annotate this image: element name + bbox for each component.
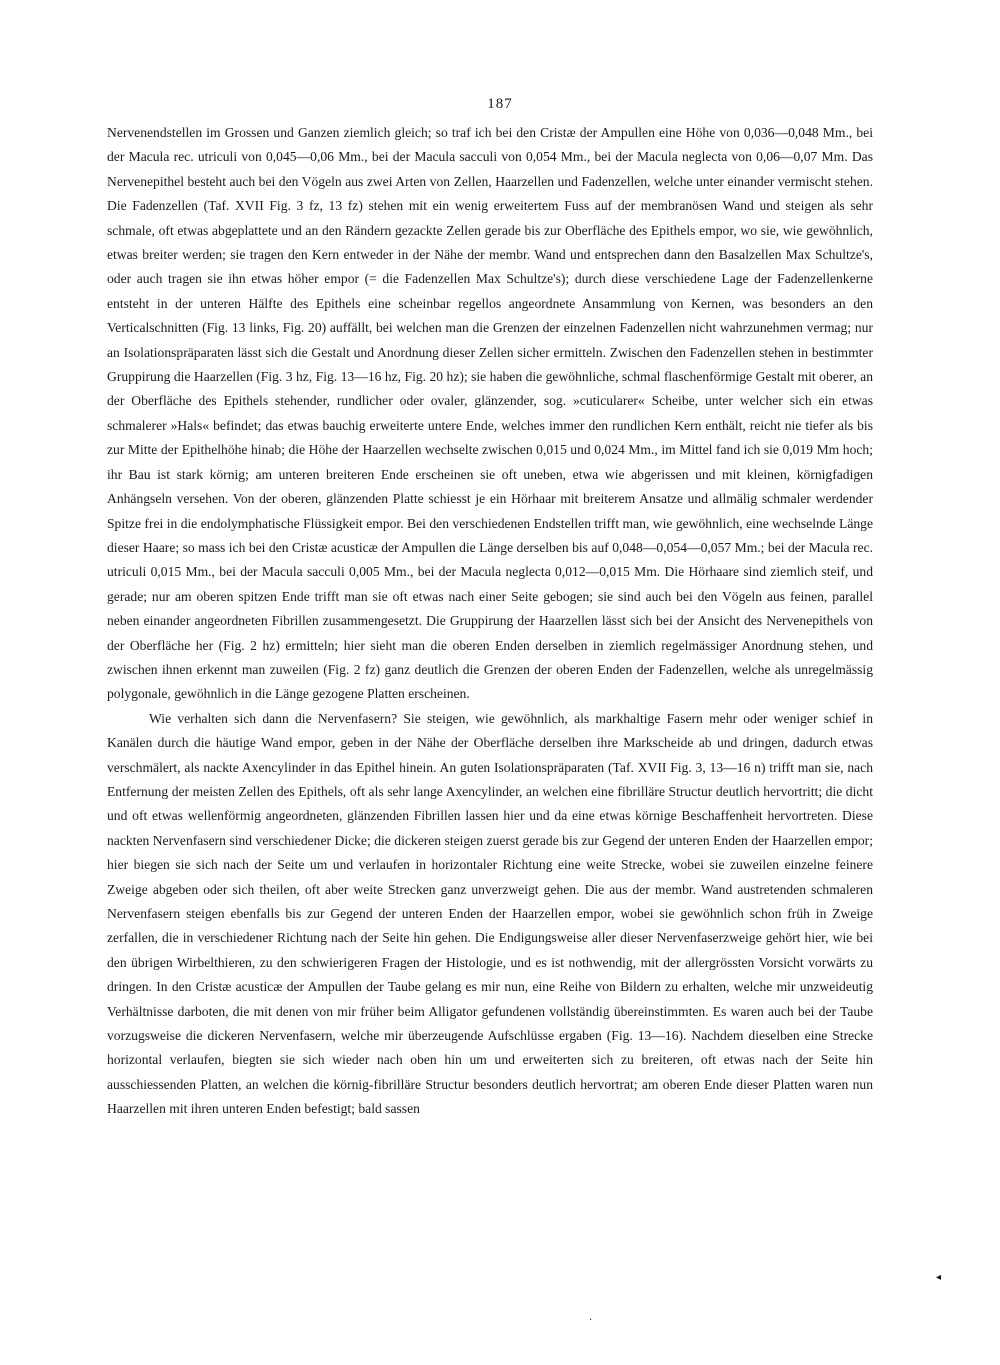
margin-dot: · <box>589 1315 593 1326</box>
body-text <box>107 121 873 1122</box>
paragraph-2: Wie verhalten sich dann die Nervenfasern? Sie steigen, wie gewöhnlich, als markhaltige Fasern mehr oder weniger schief in Kanälen durch die häutige Wand empor, geben in der Nähe der Oberfläche derselben ihre Markscheide ab und dringen, dadurch etwas verschmälert, als nackte Axencylinder in das Epithel hinein. An guten Isolationspräparaten (Taf. XVII Fig. 3, 13—16 n) trifft man sie, nach Entfernung der meisten Zellen des Epithels, oft als sehr lange Axencylinder, an welchen eine fibrilläre Structur deutlich hervortritt; die dicht und oft etwas wellenförmig angeordneten, glänzenden Fibrillen lassen hier und da eine etwas körnige Beschaffenheit hervortreten. Diese nackten Nervenfasern sind verschiedener Dicke; die dickeren steigen zuerst gerade bis zur Gegend der unteren Enden der Haarzellen empor; hier biegen sie sich nach der Seite um und verlaufen in horizontaler Richtung eine weite Strecke, wobei sie zuweilen einzelne feinere Zweige abgeben oder sich theilen, oft aber weite Strecken ganz unverzweigt gehen. Die aus der membr. Wand austretenden schmaleren Nervenfasern steigen ebenfalls bis zur Gegend der unteren Enden der Haarzellen empor, wobei sie gewöhnlich schon früh in Zweige zerfallen, die in verschiedener Richtung nach der Seite hin gehen. Die Endigungsweise aller dieser Nervenfaserzweige gehört hier, wie bei den übrigen Wirbelthieren, zu den schwierigeren Fragen der Histologie, und es ist nothwendig, mit der allergrössten Vorsicht vorwärts zu dringen. In den Cristæ acusticæ der Ampullen der Taube gelang es mir nun, eine Reihe von Bildern zu erhalten, welche mir unzweideutig Verhältnisse darboten, die mit denen von mir früher beim Alligator gefundenen vollständig übereinstimmten. Es waren auch bei der Taube vorzugsweise die dickeren Nervenfasern, welche mir überzeugende Aufschlüsse ergaben (Fig. 13—16). Nachdem dieselben eine Strecke horizontal verlaufen, biegten sie sich wieder nach oben hin um und erweiterten sich zu breiteren, oft etwas nach der Seite hin ausschiessenden Platten, an welchen die körnig-fibrilläre Structur besonders deutlich hervortrat; am oberen Ende dieser Platten waren nun Haarzellen mit ihren unteren Enden befestigt; bald sassen <box>107 710 873 1117</box>
paragraph-1: Nervenendstellen im Grossen und Ganzen ziemlich gleich; so traf ich bei den Cristæ der Ampullen eine Höhe von 0,036—0,048 Mm., bei der Macula rec. utriculi von 0,045—0,06 Mm., bei der Macula sacculi von 0,054 Mm., bei der Macula neglecta von 0,06—0,07 Mm. Das Nervenepithel besteht auch bei den Vögeln aus zwei Arten von Zellen, Haarzellen und Fadenzellen, welche unter einander vermischt stehen. Die Fadenzellen (Taf. XVII Fig. 3 fz, 13 fz) stehen mit ein wenig erweitertem Fuss auf der membranösen Wand und steigen als sehr schmale, oft etwas abgeplattete und an den Rändern gezackte Zellen gerade bis zur Oberfläche des Epithels empor, wo sie, wie gewöhnlich, etwas breiter werden; sie tragen den Kern entweder in der Nähe der membr. Wand und entsprechen dann den Basalzellen Max Schultze's, oder auch tragen sie ihn etwas höher empor (= die Fadenzellen Max Schultze's); durch diese verschiedene Lage der Fadenzellenkerne entsteht in der unteren Hälfte des Epithels eine scheinbar regellos angeordnete Ansammlung von Kernen, was besonders an den Verticalschnitten (Fig. 13 links, Fig. 20) auffällt, bei welchen man die Grenzen der einzelnen Fadenzellen nicht wahrzunehmen vermag; nur an Isolationspräparaten lässt sich die Gestalt und Anordnung dieser Zellen sicher ermitteln. Zwischen den Fadenzellen stehen in bestimmter Gruppirung die Haarzellen (Fig. 3 hz, Fig. 13—16 hz, Fig. 20 hz); sie haben die gewöhnliche, schmal flaschenförmige Gestalt mit oberer, an der Oberfläche des Epithels stehender, rundlicher oder ovaler, glänzender, sog. »cuticularer« Scheibe, unter welcher sich ein etwas schmalerer »Hals« befindet; das etwas bauchig erweiterte untere Ende, welches immer den rundlichen Kern enthält, reicht nie tiefer als bis zur Mitte der Epithelhöhe hinab; die Höhe der Haarzellen wechselte zwischen 0,015 und 0,024 Mm., im Mittel fand ich sie 0,019 Mm hoch; ihr Bau ist stark körnig; am unteren breiteren Ende erscheinen sie oft uneben, etwa wie abgerissen und mit kleinen, körnigfadigen Anhängseln versehen. Von der oberen, glänzenden Platte schiesst je ein Hörhaar mit breiterem Ansatze und allmälig schmaler werdender Spitze frei in die endolymphatische Flüssigkeit empor. Bei den verschiedenen Endstellen trifft man, wie gewöhnlich, eine wechselnde Länge dieser Haare; so mass ich bei den Cristæ acusticæ der Ampullen die Länge derselben bis auf 0,048—0,054—0,057 Mm.; bei der Macula rec. utriculi 0,015 Mm., bei der Macula sacculi 0,005 Mm., bei der Macula neglecta 0,012—0,015 Mm. Die Hörhaare sind ziemlich steif, und gerade; nur am oberen spitzen Ende trifft man sie oft etwas nach einer Seite gebogen; sie sind auch bei den Vögeln aus feinen, parallel neben einander angeordneten Fibrillen zusammengesetzt. Die Gruppirung der Haarzellen lässt sich bei der Ansicht des Nervenepithels von der Oberfläche her (Fig. 2 hz) ermitteln; hier sieht man die oberen Enden derselben in ziemlich regelmässiger Anordnung stehen, und zwischen ihnen erkennt man zuweilen (Fig. 2 fz) ganz deutlich die Grenzen der oberen Enden der Fadenzellen, welche als unregelmässig polygonale, gewöhnlich in die Länge gezogene Platten erscheinen. <box>107 125 873 702</box>
margin-mark: ◂ <box>936 1272 942 1283</box>
page-number: 187 <box>487 96 513 112</box>
